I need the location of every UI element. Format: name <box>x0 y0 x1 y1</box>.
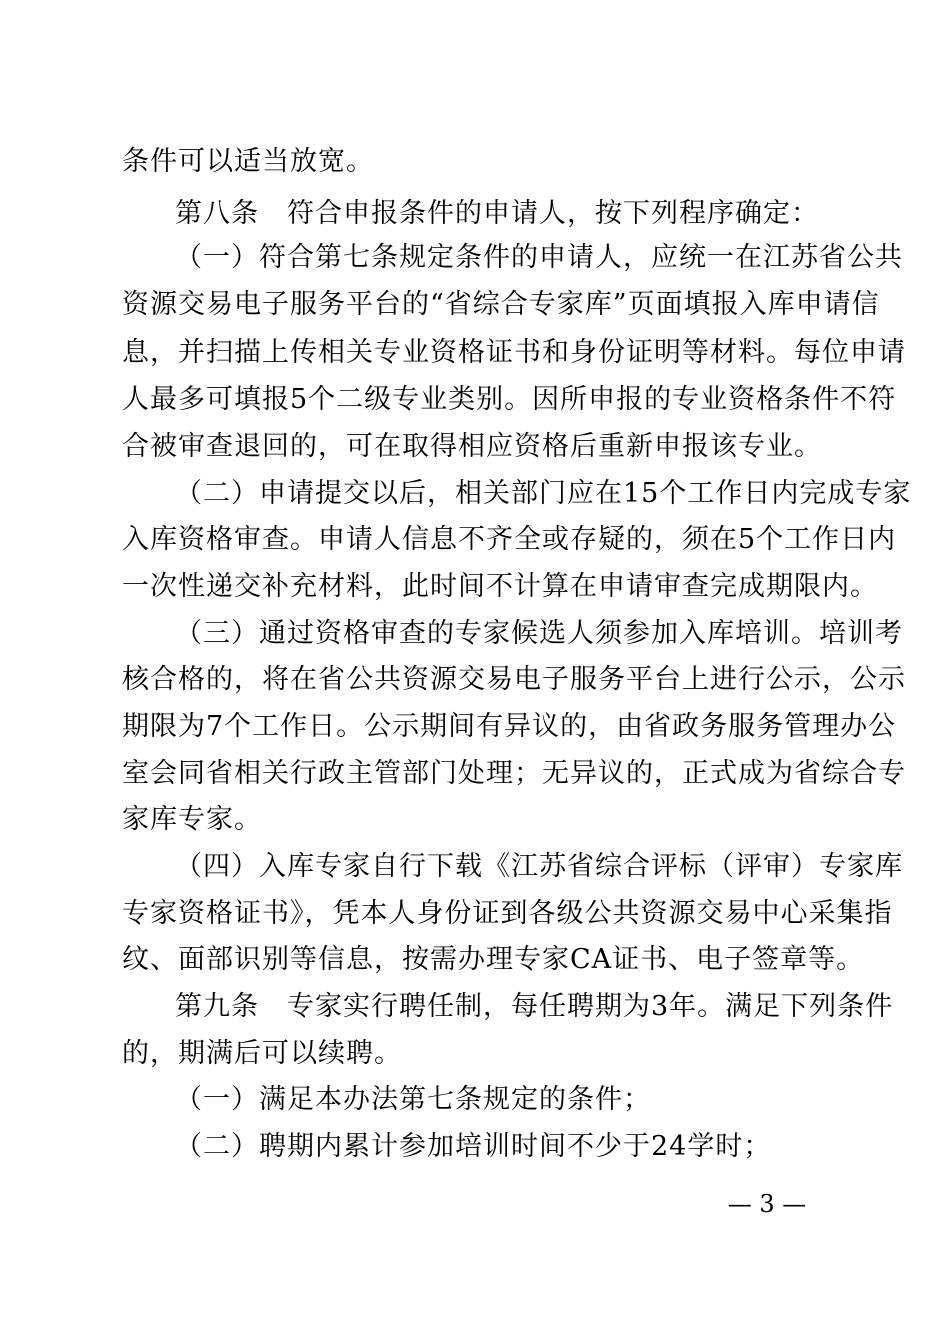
text-line: （二）申请提交以后，相关部门应在15个工作日内完成专家 <box>175 478 912 509</box>
text-line: 资源交易电子服务平台的“省综合专家库”页面填报入库申请信 <box>122 289 880 320</box>
text-line: 期限为7个工作日。公示期间有异议的，由省政务服务管理办公 <box>122 711 897 742</box>
text-line: 核合格的，将在省公共资源交易电子服务平台上进行公示，公示 <box>122 664 906 695</box>
text-line: 一次性递交补充材料，此时间不计算在申请审查完成期限内。 <box>122 571 878 602</box>
text-line: 的，期满后可以续聘。 <box>122 1038 402 1069</box>
text-line: 室会同省相关行政主管部门处理；无异议的，正式成为省综合专 <box>122 758 906 789</box>
article-9-heading: 第九条 专家实行聘任制，每任聘期为3年。满足下列条件 <box>175 991 894 1022</box>
text-line: 人最多可填报5个二级专业类别。因所申报的专业资格条件不符 <box>122 384 897 415</box>
text-line: 家库专家。 <box>122 804 262 835</box>
text-line: （三）通过资格审查的专家候选人须参加入库培训。培训考 <box>175 618 903 649</box>
text-line: 专家资格证书》，凭本人身份证到各级公共资源交易中心采集指 <box>122 898 893 929</box>
page-number: — 3 — <box>727 1190 807 1218</box>
text-line: （二）聘期内累计参加培训时间不少于24学时； <box>175 1131 772 1162</box>
text-line: （一）符合第七条规定条件的申请人，应统一在江苏省公共 <box>175 242 903 273</box>
text-line: （一）满足本办法第七条规定的条件； <box>175 1084 651 1115</box>
text-line: 纹、面部识别等信息，按需办理专家CA证书、电子签章等。 <box>122 944 865 975</box>
text-line: （四）入库专家自行下载《江苏省综合评标（评审）专家库 <box>175 851 903 882</box>
text-line: 合被审查退回的，可在取得相应资格后重新申报该专业。 <box>122 431 822 462</box>
text-line: 息，并扫描上传相关专业资格证书和身份证明等材料。每位申请 <box>122 337 906 368</box>
text-line: 条件可以适当放宽。 <box>122 146 374 177</box>
article-8-heading: 第八条 符合申报条件的申请人，按下列程序确定： <box>175 198 819 229</box>
text-line: 入库资格审查。申请人信息不齐全或存疑的，须在5个工作日内 <box>122 524 897 555</box>
